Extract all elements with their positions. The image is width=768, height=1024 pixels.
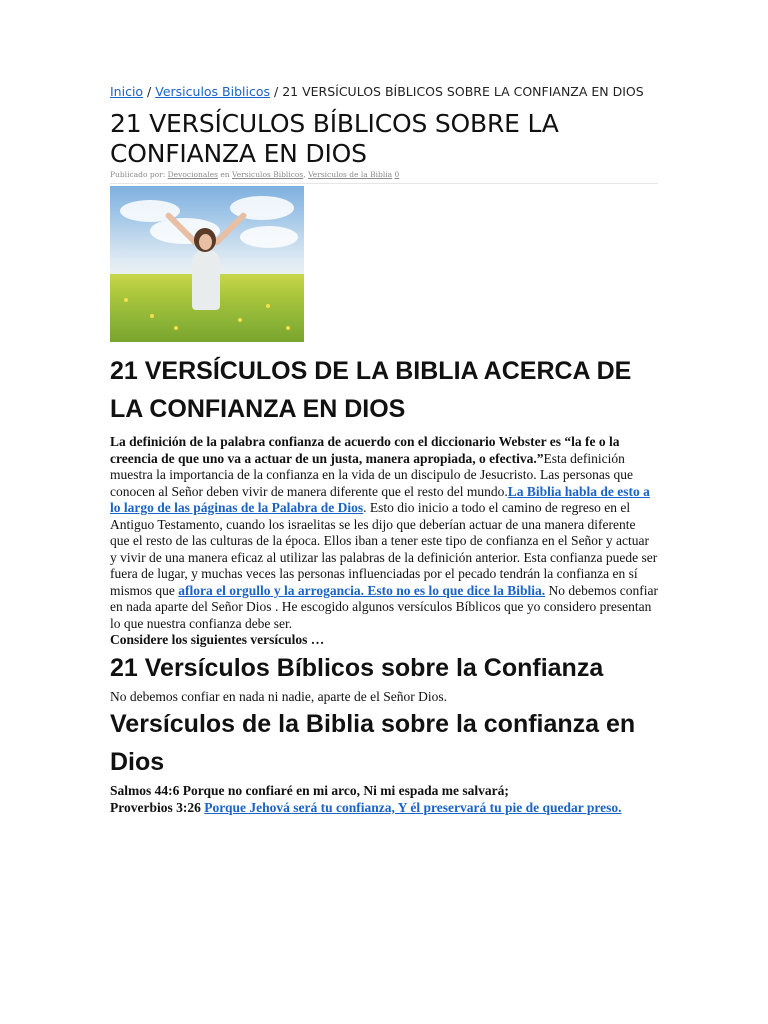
breadcrumb-separator: / bbox=[143, 84, 156, 99]
breadcrumb bbox=[110, 84, 658, 99]
meta-in-label: en bbox=[217, 170, 233, 179]
image-flower bbox=[238, 318, 242, 322]
verse-proverbios-3-26 bbox=[110, 800, 658, 817]
page-title: 21 VERSÍCULOS BÍBLICOS SOBRE LA CONFIANZA EN DIOS bbox=[110, 109, 559, 168]
section2-text: No debemos confiar en nada ni nadie, aparte de el Señor Dios. bbox=[110, 688, 448, 704]
meta-comma: , bbox=[303, 170, 309, 179]
intro-text-2: . Esto dio inicio a todo el camino de regreso en el Antiguo Testamento, cuando los israelitas se les dijo que deberían actuar de una manera diferente que el resto de las culturas de la época. Ellos iban a tener este tipo de confianza en el Señor y actuar y vivir de una manera eficaz al utilizar las palabras de la definición anterior. Esta confianza puede ser fuera de lugar, y muchas veces las personas influenciadas por el pecado tendrán la confianza en sí mismos que bbox=[110, 500, 658, 598]
intro-text-1: Esta definición muestra la importancia de la confianza en la vida de un discipulo de Jesucristo. Las personas que conocen al Señor deben vivir de manera diferente que el resto del mundo. bbox=[110, 450, 633, 499]
image-flower bbox=[174, 326, 178, 330]
image-cloud bbox=[240, 226, 298, 248]
image-person-body bbox=[192, 250, 220, 310]
verse-salmos-text: Salmos 44:6 Porque no confiaré en mi arco, Ni mi espada me salvará; bbox=[110, 783, 509, 798]
intro-paragraph bbox=[110, 434, 658, 632]
image-flower bbox=[266, 304, 270, 308]
heading-versiculos-sobre-la-confianza: 21 Versículos Bíblicos sobre la Confianza bbox=[110, 653, 604, 682]
author-link[interactable]: Devocionales bbox=[167, 170, 218, 179]
breadcrumb-home-link[interactable]: Inicio bbox=[110, 84, 144, 99]
intro-text-3: No debemos confiar en nada aparte del Señor Dios . He escogido algunos versículos Bíblicos que yo considero presentan lo que nuestra confianza debe ser. bbox=[110, 582, 658, 631]
category-link-versiculos-de-la-biblia[interactable]: Versiculos de la Biblia bbox=[308, 170, 393, 179]
heading-versiculos-confianza-en-dios: Versículos de la Biblia sobre la confianza en Dios bbox=[110, 710, 636, 776]
breadcrumb-category-link[interactable]: Versiculos Biblicos bbox=[155, 84, 271, 99]
image-flower bbox=[286, 326, 290, 330]
intro-closing bbox=[110, 632, 658, 649]
published-by-label: Publicado por: bbox=[110, 170, 168, 179]
verse-proverbios-ref: Proverbios 3:26 bbox=[110, 799, 201, 815]
image-person-face bbox=[199, 234, 212, 250]
intro-closing-bold: Considere los siguientes versículos … bbox=[110, 632, 325, 647]
category-link-versiculos-biblicos[interactable]: Versiculos Biblicos bbox=[232, 170, 304, 179]
comments-count-link[interactable]: 0 bbox=[394, 170, 400, 179]
featured-image bbox=[110, 186, 304, 342]
article bbox=[110, 84, 658, 816]
title-divider bbox=[110, 183, 658, 184]
image-flower bbox=[150, 314, 154, 318]
breadcrumb-current: 21 VERSÍCULOS BÍBLICOS SOBRE LA CONFIANZA EN DIOS bbox=[282, 84, 644, 99]
intro-definition-bold: La definición de la palabra confianza de acuerdo con el diccionario Webster es “la fe o la creencia de que uno va a actuar de un justa, manera apropiada, o efectiva.” bbox=[110, 434, 620, 466]
link-la-biblia-habla[interactable]: La Biblia habla de esto a lo largo de las páginas de la Palabra de Dios bbox=[110, 483, 650, 515]
post-meta bbox=[110, 170, 658, 179]
heading-21-versiculos-de-la-biblia: 21 VERSÍCULOS DE LA BIBLIA ACERCA DE LA CONFIANZA EN DIOS bbox=[110, 357, 632, 423]
link-aflora-el-orgullo[interactable]: aflora el orgullo y la arrogancia. Esto no es lo que dice la Biblia. bbox=[178, 582, 546, 598]
image-flower bbox=[124, 298, 128, 302]
verse-salmos-44-6 bbox=[110, 783, 658, 800]
link-proverbios-verse[interactable]: Porque Jehová será tu confianza, Y él preservará tu pie de quedar preso. bbox=[204, 799, 622, 815]
breadcrumb-separator: / bbox=[270, 84, 283, 99]
